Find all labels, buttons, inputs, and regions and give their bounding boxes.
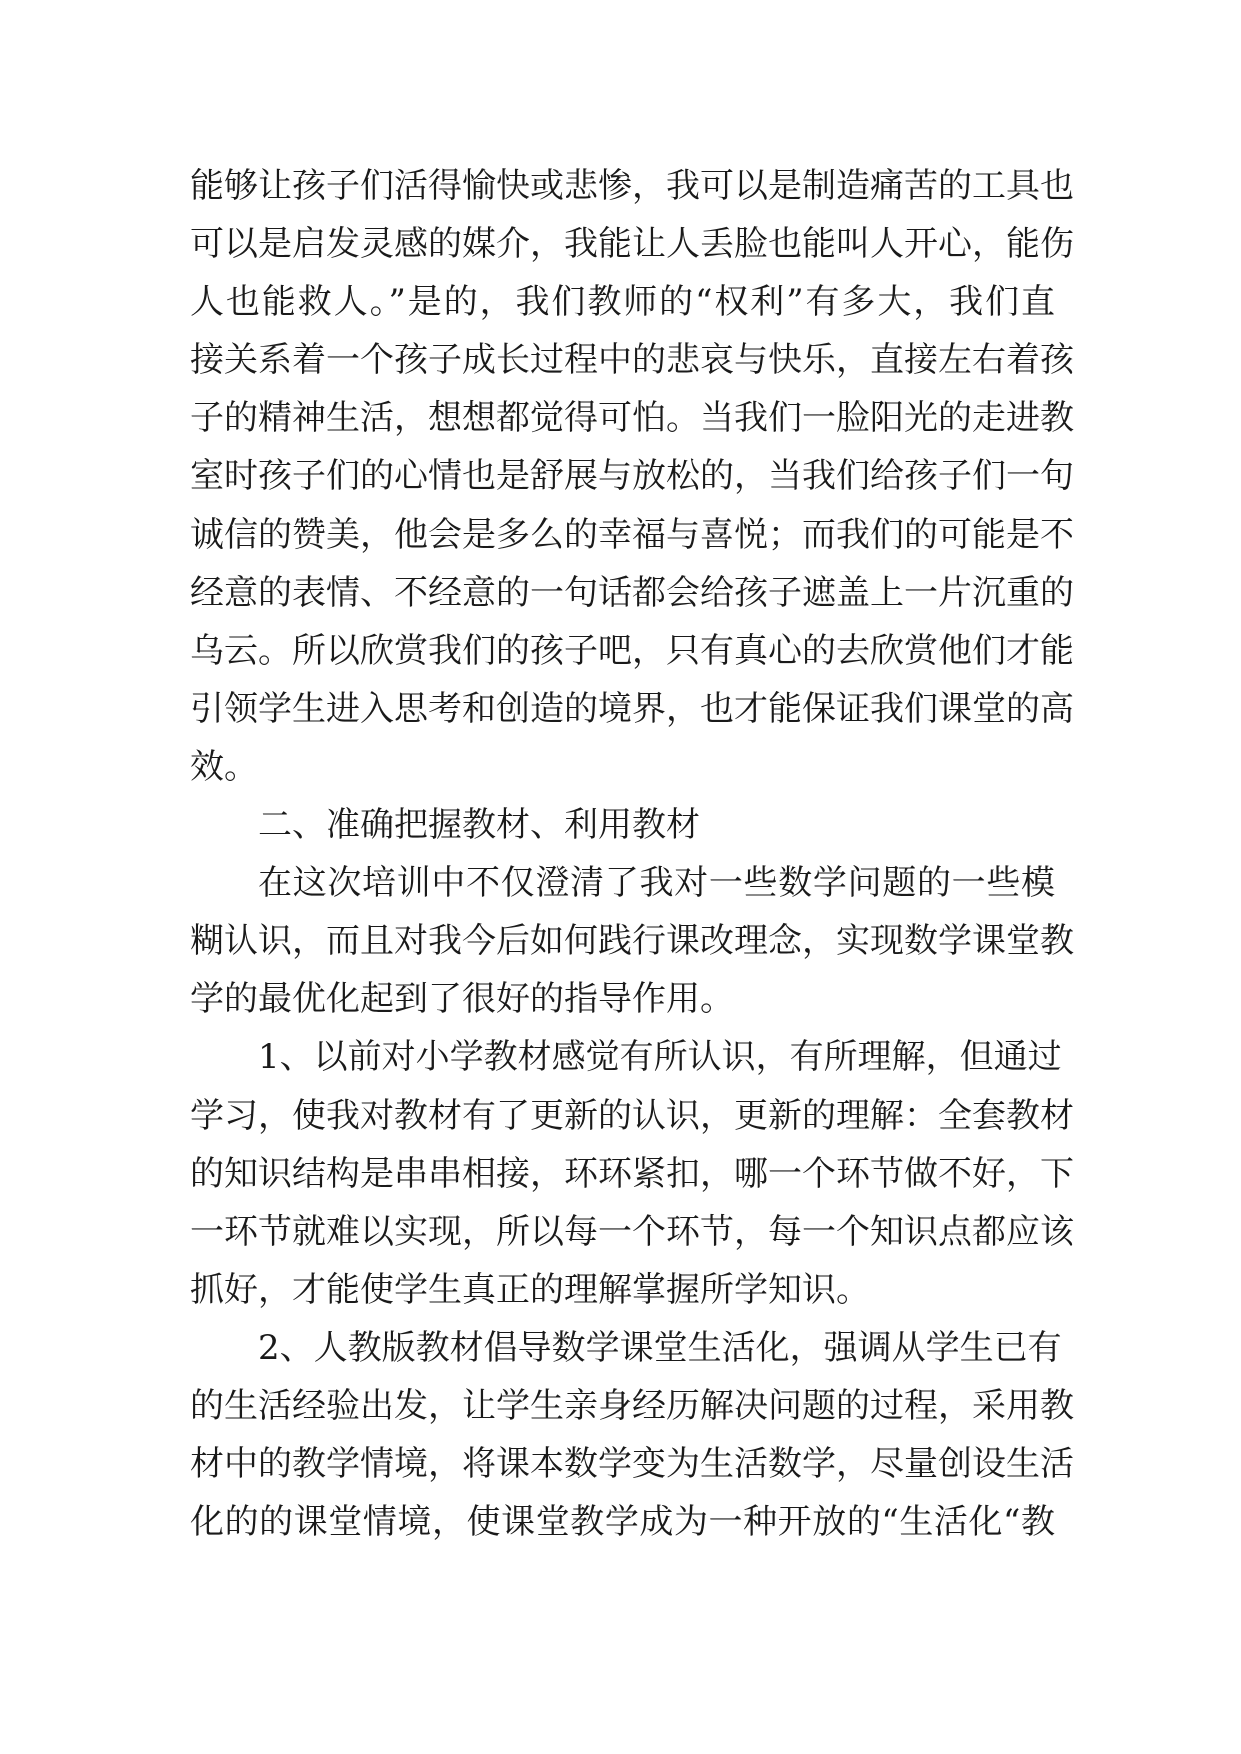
text-line: 材中的教学情境，将课本数学变为生活数学，尽量创设生活 (190, 1444, 1074, 1485)
text-line: 抓好，才能使学生真正的理解掌握所学知识。 (190, 1269, 870, 1310)
text-line: 学的最优化起到了很好的指导作用。 (190, 979, 734, 1020)
text-line: 引领学生进入思考和创造的境界，也才能保证我们课堂的高 (190, 688, 1074, 729)
section-heading: 二、准确把握教材、利用教材 (258, 805, 700, 846)
text-line: 糊认识，而且对我今后如何践行课改理念，实现数学课堂教 (190, 921, 1074, 962)
text-line: 可以是启发灵感的媒介，我能让人丢脸也能叫人开心，能伤 (190, 224, 1074, 265)
text-line: 室时孩子们的心情也是舒展与放松的，当我们给孩子们一句 (190, 456, 1074, 497)
text-line: 的知识结构是串串相接，环环紧扣，哪一个环节做不好，下 (190, 1153, 1074, 1194)
text-line: 一环节就难以实现，所以每一个环节，每一个知识点都应该 (190, 1211, 1074, 1252)
text-line: 子的精神生活，想想都觉得可怕。当我们一脸阳光的走进教 (190, 398, 1074, 439)
text-line: 经意的表情、不经意的一句话都会给孩子遮盖上一片沉重的 (190, 572, 1074, 613)
body-text (190, 157, 1074, 1551)
text-line: 学习，使我对教材有了更新的认识，更新的理解：全套教材 (190, 1095, 1074, 1136)
text-line: 的生活经验出发，让学生亲身经历解决问题的过程，采用教 (190, 1385, 1074, 1426)
text-line: 人也能救人。”是的，我们教师的“权利”有多大，我们直 (190, 282, 1055, 323)
text-line: 诚信的赞美，他会是多么的幸福与喜悦；而我们的可能是不 (190, 514, 1074, 555)
text-line: 接关系着一个孩子成长过程中的悲哀与快乐，直接左右着孩 (190, 340, 1074, 381)
text-line: 能够让孩子们活得愉快或悲惨，我可以是制造痛苦的工具也 (190, 166, 1074, 206)
text-line: 效。 (190, 746, 258, 787)
text-line: 化的的课堂情境，使课堂教学成为一种开放的“生活化“教 (190, 1502, 1055, 1543)
text-line: 1、以前对小学教材感觉有所认识，有所理解，但通过 (258, 1037, 1062, 1078)
text-line: 乌云。所以欣赏我们的孩子吧，只有真心的去欣赏他们才能 (190, 630, 1074, 671)
text-line: 2、人教版教材倡导数学课堂生活化，强调从学生已有 (258, 1327, 1062, 1368)
text-line: 在这次培训中不仅澄清了我对一些数学问题的一些模 (258, 863, 1055, 904)
